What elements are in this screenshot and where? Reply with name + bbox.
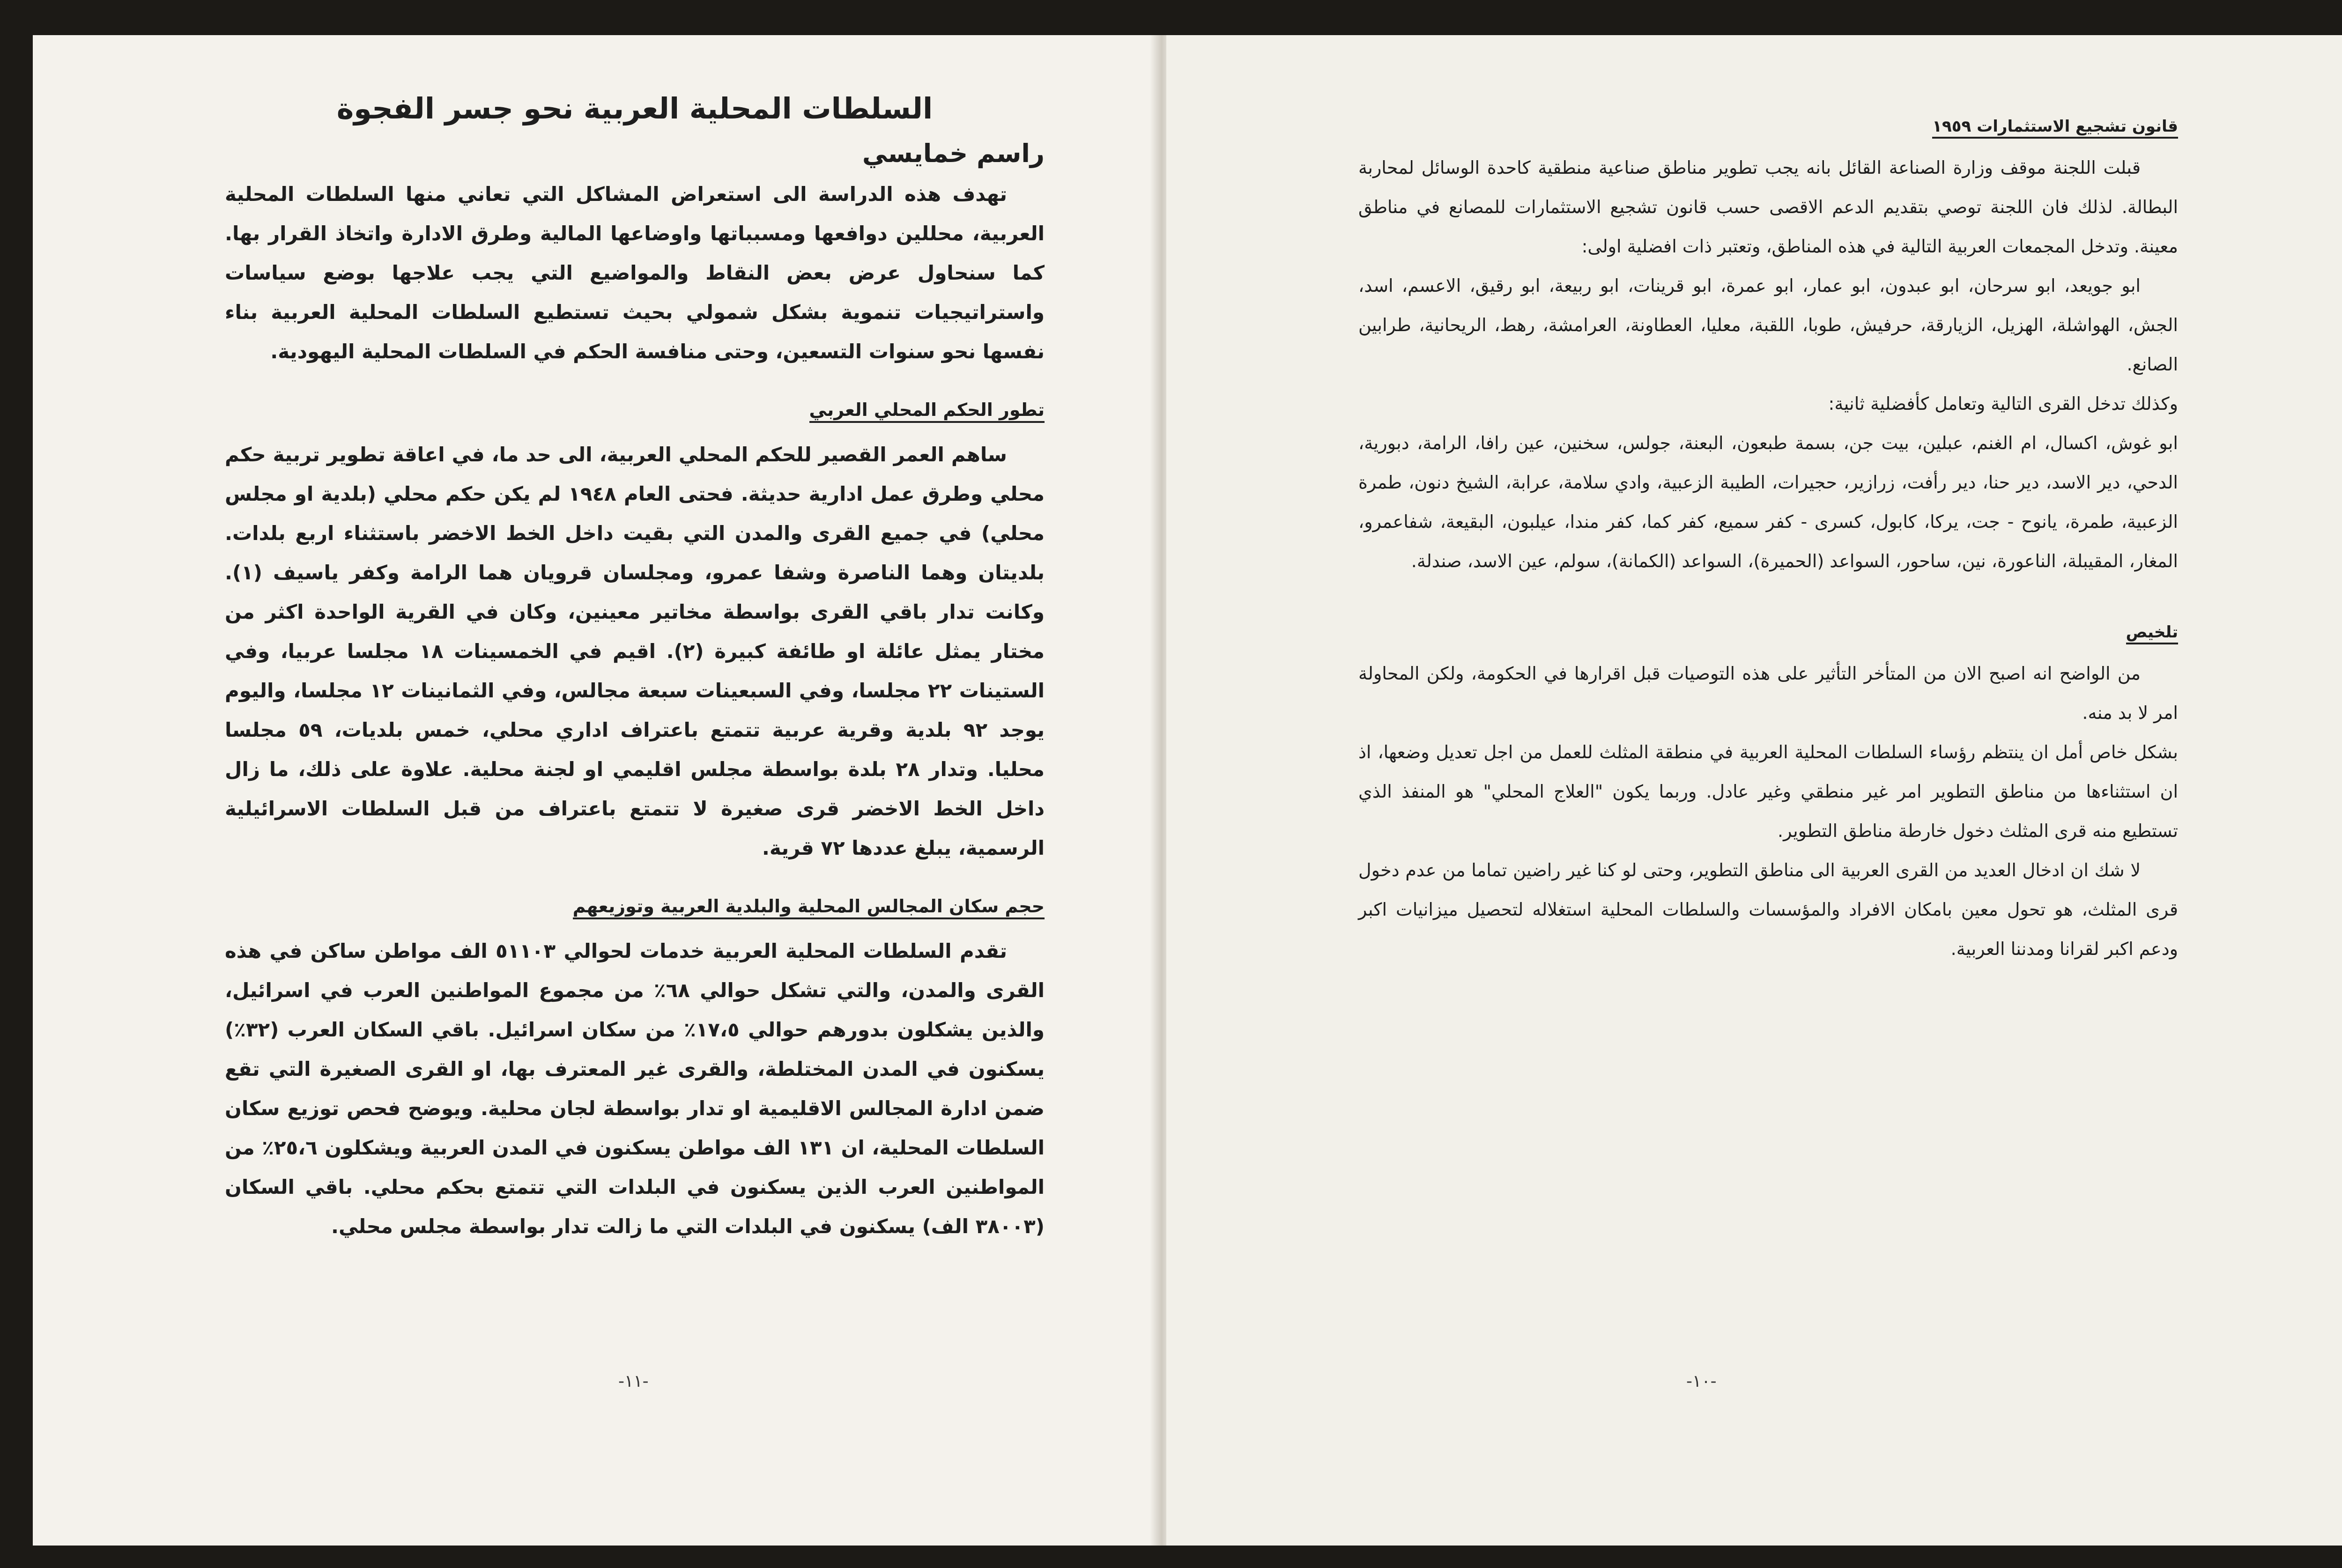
investment-paragraph: قبلت اللجنة موقف وزارة الصناعة القائل بانه يجب تطوير مناطق صناعية منطقية كاحدة الوسائل لمحاربة البطالة. لذلك فان اللجنة توصي بتقديم الدعم الاقصى حسب قانون تشجيع الاستثمارات للمصانع في مناطق معينة. وتدخل المجمعات العربية التالية في هذه المناطق، وتعتبر ذات افضلية اولى: xyxy=(1358,157,2178,257)
summary-paragraph-3: لا شك ان ادخال العديد من القرى العربية الى مناطق التطوير، وحتى لو كنا غير راضين تماما من عدم دخول قرى المثلث، هو تحول معين بامكان الافراد والمؤسسات والسلطات المحلية استغلاله لتحصيل ميزانيات اكبر ودعم اكبر لقرانا ومدننا العربية. xyxy=(1358,860,2178,959)
second-priority-intro: وكذلك تدخل القرى التالية وتعامل كأفضلية ثانية: xyxy=(1828,393,2178,414)
summary-paragraph-1: من الواضح انه اصبح الان من المتأخر التأثير على هذه التوصيات قبل اقرارها في الحكومة، ولكن المحاولة امر لا بد منه. xyxy=(1358,663,2178,723)
book-spread xyxy=(33,35,2342,1546)
section-heading-summary: تلخيص xyxy=(2126,623,2178,644)
right-page-column xyxy=(1358,117,2178,969)
page-number-right: -١٠- xyxy=(1686,1372,1717,1391)
section-heading-local-government: تطور الحكم المحلي العربي xyxy=(809,399,1045,423)
section-paragraph-local-government: ساهم العمر القصير للحكم المحلي العربية، الى حد ما، في اعاقة تطوير تربية حكم محلي وطرق عمل ادارية حديثة. فحتى العام ١٩٤٨ لم يكن حكم محلي (بلدية او مجلس محلي) في جميع القرى والمدن التي بقيت داخل الخط الاخضر باستثناء اربع بلدات. بلديتان وهما الناصرة وشفا عمرو، ومجلسان قرويان هما الرامة وكفر ياسيف (١). وكانت تدار باقي القرى بواسطة مخاتير معينين، وكان في القرية الواحدة اكثر من مختار يمثل عائلة او طائفة كبيرة (٢). اقيم في الخمسينات ١٨ مجلسا عربيا، وفي الستينات ٢٢ مجلسا، وفي السبعينات سبعة مجالس، وفي الثمانينات ١٢ مجلسا، واليوم يوجد ٩٢ بلدية وقرية عربية تتمتع باعتراف اداري محلي، خمس بلديات، ٥٩ مجلسا محليا. وتدار ٢٨ بلدة بواسطة مجلس اقليمي او لجنة محلية. علاوة على ذلك، ما زال داخل الخط الاخضر قرى صغيرة لا تتمتع باعتراف من قبل السلطات الاسرائيلية الرسمية، يبلغ عددها ٧٢ قرية. xyxy=(225,443,1045,859)
right-page xyxy=(1166,35,2342,1546)
section-heading-population: حجم سكان المجالس المحلية والبلدية العربية وتوزيعهم xyxy=(573,896,1045,919)
left-page-column xyxy=(225,91,1045,1246)
section-paragraph-population: تقدم السلطات المحلية العربية خدمات لحوالي ٥١١٠٣ الف مواطن ساكن في هذه القرى والمدن، والتي تشكل حوالي ٦٨٪ من مجموع المواطنين العرب في اسرائيل، والذين يشكلون بدورهم حوالي ١٧،٥٪ من سكان اسرائيل. باقي السكان العرب (٣٢٪) يسكنون في المدن المختلطة، والقرى غير المعترف بها، او القرى الصغيرة التي تقع ضمن ادارة المجالس الاقليمية او تدار بواسطة لجان محلية. ويوضح فحص توزيع سكان السلطات المحلية، ان ١٣١ الف مواطن يسكنون في المدن العربية ويشكلون ٢٥،٦٪ من المواطنين العرب الذين يسكنون في البلدات التي تتمتع بحكم محلي. باقي السكان (٣٨٠٠٣ الف) يسكنون في البلدات التي ما زالت تدار بواسطة مجلس محلي. xyxy=(225,939,1045,1238)
article-title: السلطات المحلية العربية نحو جسر الفجوة xyxy=(336,91,933,126)
page-number-left: -١١- xyxy=(618,1372,649,1391)
left-page xyxy=(33,35,1158,1546)
first-priority-villages: ابو جويعد، ابو سرحان، ابو عبدون، ابو عمار، ابو عمرة، ابو قرينات، ابو ربيعة، ابو رقيق، الاعسم، اسد، الجش، الهواشلة، الهزيل، الزيارقة، حرفيش، طوبا، اللقبة، معليا، العطاونة، العرامشة، رهط، الريحانية، طرابين الصانع. xyxy=(1358,275,2178,375)
intro-paragraph: تهدف هذه الدراسة الى استعراض المشاكل التي تعاني منها السلطات المحلية العربية، محللين دوافعها ومسبباتها واوضاعها المالية وطرق الادارة واتخاذ القرار بها. كما سنحاول عرض بعض النقاط والمواضيع التي يجب علاجها بوضع سياسات واستراتيجيات تنموية بشكل شمولي بحيث تستطيع السلطات المحلية العربية بناء نفسها نحو سنوات التسعين، وحتى منافسة الحكم في السلطات المحلية اليهودية. xyxy=(225,183,1045,363)
section-heading-investment-law: قانون تشجيع الاستثمارات ١٩٥٩ xyxy=(1932,117,2178,139)
author-name: راسم خمايسي xyxy=(862,139,1045,168)
second-priority-villages: ابو غوش، اكسال، ام الغنم، عبلين، بيت جن، بسمة طبعون، البعنة، جولس، سخنين، عين رافا، الرامة، دبورية، الدحي، دير الاسد، دير حنا، دير رأفت، زرازير، حجيرات، الطيبة الزعبية، وادي سلامة، عرابة، الشيخ دنون، طمرة الزعبية، طمرة، يانوح - جت، يركا، كابول، كسرى - كفر سميع، كفر كما، كفر مندا، عيلبون، البقيعة، شفاعمرو، المغار، المقيبلة، الناعورة، نين، ساحور، السواعد (الحميرة)، السواعد (الكمانة)، سولم، عين الاسد، صندلة. xyxy=(1358,433,2178,571)
summary-paragraph-2: بشكل خاص أمل ان ينتظم رؤساء السلطات المحلية العربية في منطقة المثلث للعمل من اجل تعديل وضعها، اذ ان استثناءها من مناطق التطوير امر غير منطقي وغير عادل. وربما يكون "العلاج المحلي" هو المنفذ الذي تستطيع منه قرى المثلث دخول خارطة مناطق التطوير. xyxy=(1358,742,2178,841)
